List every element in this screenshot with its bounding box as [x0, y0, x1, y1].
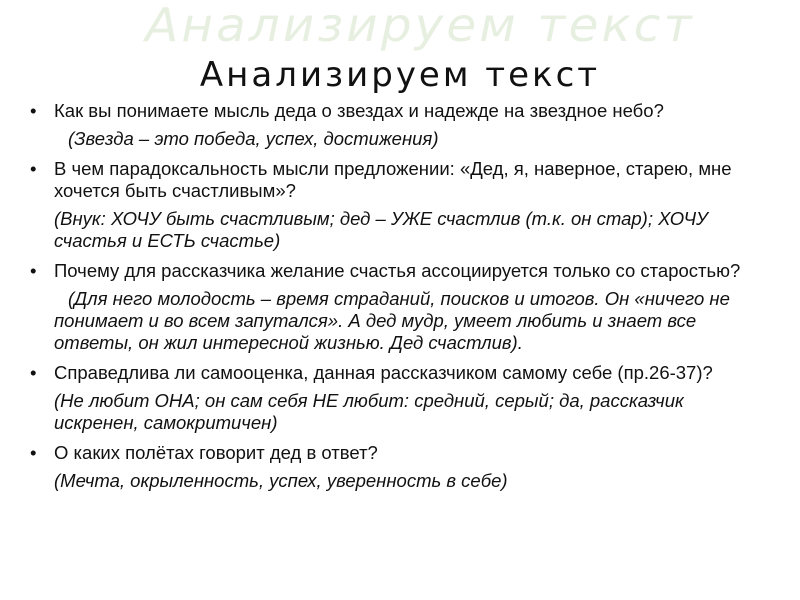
answer-4: (Не любит ОНА; он сам себя НЕ любит: средний, серый; да, рассказчик искренен, самокритичен): [54, 390, 684, 433]
answer-1: (Звезда – это победа, успех, достижения): [68, 128, 439, 149]
bullet-icon: •: [30, 100, 37, 121]
question-1: [28, 100, 773, 122]
question-3: [28, 260, 773, 282]
bullet-icon: •: [30, 442, 37, 463]
bullet-icon: •: [30, 158, 37, 179]
question-text: В чем парадоксальность мысли предложении: «Дед, я, наверное, старею, мне хочется быть счастливым»?: [54, 158, 732, 201]
background-watermark-title: Анализируем текст: [145, 0, 695, 52]
question-list: [28, 100, 773, 500]
bullet-icon: •: [30, 362, 37, 383]
question-5: [28, 442, 773, 464]
question-2: [28, 158, 773, 202]
question-text: Как вы понимаете мысль деда о звездах и надежде на звездное небо?: [54, 100, 664, 121]
answer-5: (Мечта, окрыленность, успех, уверенность в себе): [54, 470, 508, 491]
question-text: Справедлива ли самооценка, данная рассказчиком самому себе (пр.26-37)?: [54, 362, 713, 383]
question-text: Почему для рассказчика желание счастья ассоциируется только со старостью?: [54, 260, 741, 281]
slide-title: Анализируем текст: [199, 55, 601, 95]
question-text: О каких полётах говорит дед в ответ?: [54, 442, 378, 463]
answer-2: (Внук: ХОЧУ быть счастливым; дед – УЖЕ счастлив (т.к. он стар); ХОЧУ счастья и ЕСТЬ счастье): [54, 208, 708, 251]
question-4: [28, 362, 773, 384]
bullet-icon: •: [30, 260, 37, 281]
answer-3: (Для него молодость – время страданий, поисков и итогов. Он «ничего не понимает и во всем запутался». А дед мудр, умеет любить и знает все ответы, он жил интересной жизнью. Дед счастлив).: [54, 288, 730, 353]
